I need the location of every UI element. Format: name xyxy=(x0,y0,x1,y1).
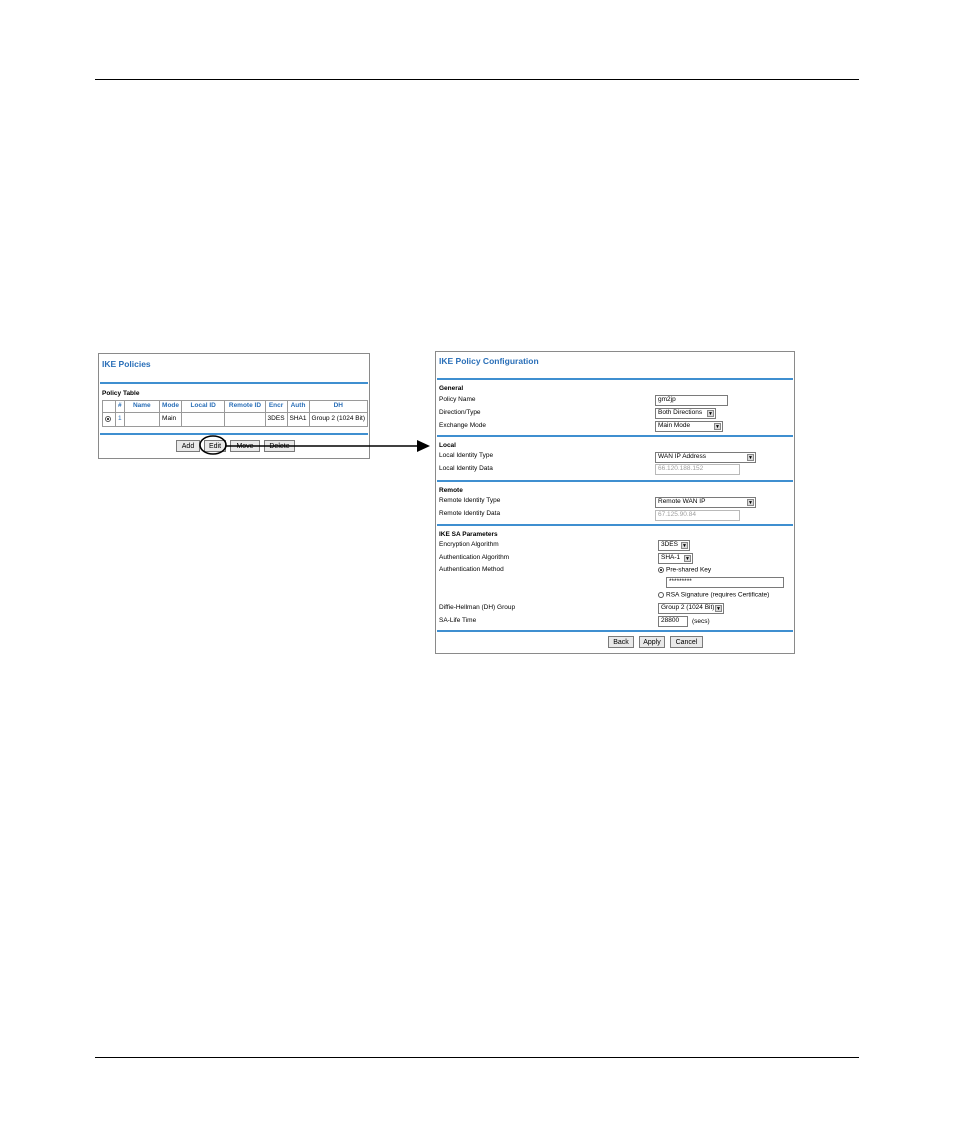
col-select xyxy=(103,401,116,413)
general-heading: General xyxy=(439,385,464,392)
psk-field[interactable]: ********* xyxy=(666,577,784,588)
col-remote-id: Remote ID xyxy=(225,401,265,413)
chevron-down-icon[interactable]: ▼ xyxy=(685,556,690,562)
edit-button[interactable]: Edit xyxy=(204,440,226,452)
auth-method-label: Authentication Method xyxy=(439,566,504,573)
chevron-down-icon[interactable]: ▼ xyxy=(708,411,713,417)
arrow-head-icon xyxy=(417,440,430,452)
row-mode: Main xyxy=(160,413,182,427)
footer-rule xyxy=(95,1057,859,1058)
ike-policies-panel xyxy=(98,353,370,459)
remote-identity-data-label: Remote Identity Data xyxy=(439,510,501,517)
row-name xyxy=(124,413,159,427)
col-local-id: Local ID xyxy=(182,401,225,413)
policy-table xyxy=(102,400,368,427)
local-identity-data-label: Local Identity Data xyxy=(439,465,493,472)
exchange-mode-select[interactable] xyxy=(655,421,723,432)
row-encr: 3DES xyxy=(265,413,287,427)
encryption-value: 3DES xyxy=(661,541,678,548)
psk-label: Pre-shared Key xyxy=(666,566,712,574)
direction-label: Direction/Type xyxy=(439,409,481,416)
dh-group-label: Diffie-Hellman (DH) Group xyxy=(439,604,516,611)
rsa-label: RSA Signature (requires Certificate) xyxy=(666,591,770,599)
encryption-label: Encryption Algorithm xyxy=(439,541,499,548)
row-dh: Group 2 (1024 Bit) xyxy=(309,413,367,427)
exchange-mode-value: Main Mode xyxy=(658,422,691,429)
direction-select[interactable] xyxy=(655,408,716,419)
remote-identity-type-label: Remote Identity Type xyxy=(439,497,501,504)
sa-heading: IKE SA Parameters xyxy=(439,531,498,538)
general-separator xyxy=(437,435,793,437)
apply-button[interactable]: Apply xyxy=(639,636,665,648)
remote-identity-type-value: Remote WAN IP xyxy=(658,498,706,505)
row-select-radio[interactable] xyxy=(103,413,116,427)
local-identity-type-label: Local Identity Type xyxy=(439,452,494,459)
col-encr: Encr xyxy=(265,401,287,413)
col-dh: DH xyxy=(309,401,367,413)
row-num[interactable]: 1 xyxy=(116,413,125,427)
col-mode: Mode xyxy=(160,401,182,413)
col-auth: Auth xyxy=(287,401,309,413)
row-auth: SHA1 xyxy=(287,413,309,427)
ike-policies-title: IKE Policies xyxy=(102,359,151,369)
ike-config-panel xyxy=(435,351,795,654)
rsa-option[interactable] xyxy=(658,592,769,599)
local-heading: Local xyxy=(439,442,456,449)
title-separator xyxy=(100,382,368,384)
header-rule xyxy=(95,79,859,80)
psk-option[interactable] xyxy=(658,567,711,574)
col-name: Name xyxy=(124,401,159,413)
radio-selected-icon[interactable] xyxy=(105,416,111,422)
back-button[interactable]: Back xyxy=(608,636,634,648)
add-button[interactable]: Add xyxy=(176,440,200,452)
lifetime-label: SA-Life Time xyxy=(439,617,477,624)
policy-table-title: Policy Table xyxy=(102,390,140,397)
chevron-down-icon[interactable]: ▼ xyxy=(748,455,753,461)
policy-table-header xyxy=(103,401,368,413)
lifetime-unit: (secs) xyxy=(692,618,710,625)
ike-config-title: IKE Policy Configuration xyxy=(439,356,539,366)
local-identity-data-field[interactable]: 66.120.188.152 xyxy=(655,464,740,475)
lifetime-field[interactable]: 28800 xyxy=(658,616,688,627)
table-separator xyxy=(100,433,368,435)
local-identity-type-select[interactable] xyxy=(655,452,756,463)
radio-unselected-icon[interactable] xyxy=(658,592,664,598)
title-separator xyxy=(437,378,793,380)
remote-heading: Remote xyxy=(439,487,463,494)
delete-button[interactable]: Delete xyxy=(264,440,295,452)
remote-identity-data-field[interactable]: 67.125.90.84 xyxy=(655,510,740,521)
row-local-id xyxy=(182,413,225,427)
auth-algorithm-value: SHA-1 xyxy=(661,554,681,561)
policy-name-label: Policy Name xyxy=(439,396,476,403)
col-num: # xyxy=(116,401,125,413)
cancel-button[interactable]: Cancel xyxy=(670,636,703,648)
local-separator xyxy=(437,480,793,482)
sa-separator xyxy=(437,630,793,632)
auth-algorithm-label: Authentication Algorithm xyxy=(439,554,510,561)
remote-identity-type-select[interactable] xyxy=(655,497,756,508)
chevron-down-icon[interactable]: ▼ xyxy=(716,606,721,612)
table-row xyxy=(103,413,368,427)
radio-selected-icon[interactable] xyxy=(658,567,664,573)
chevron-down-icon[interactable]: ▼ xyxy=(748,500,753,506)
move-button[interactable]: Move xyxy=(230,440,260,452)
remote-separator xyxy=(437,524,793,526)
chevron-down-icon[interactable]: ▼ xyxy=(715,424,720,430)
direction-value: Both Directions xyxy=(658,409,703,416)
encryption-select[interactable] xyxy=(658,540,690,551)
auth-algorithm-select[interactable] xyxy=(658,553,693,564)
dh-group-value: Group 2 (1024 Bit) xyxy=(661,604,715,611)
row-remote-id xyxy=(225,413,265,427)
dh-group-select[interactable] xyxy=(658,603,724,614)
policy-name-field[interactable]: gm2jp xyxy=(655,395,728,406)
chevron-down-icon[interactable]: ▼ xyxy=(682,543,687,549)
exchange-mode-label: Exchange Mode xyxy=(439,422,486,429)
local-identity-type-value: WAN IP Address xyxy=(658,453,707,460)
